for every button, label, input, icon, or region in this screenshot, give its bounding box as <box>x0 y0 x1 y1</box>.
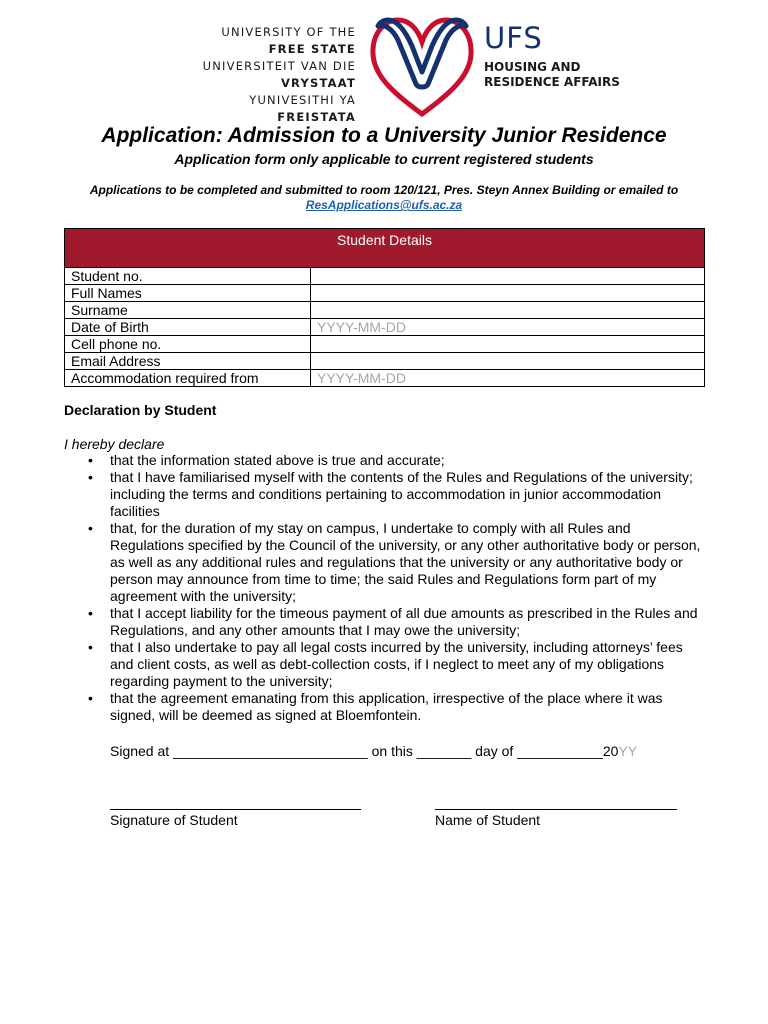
name-line[interactable] <box>435 795 677 810</box>
declaration-heading: Declaration by Student <box>64 402 217 418</box>
declaration-intro: I hereby declare <box>64 436 165 452</box>
table-row <box>65 370 705 387</box>
signed-at-label: Signed at <box>110 743 170 759</box>
day-of-label: day of <box>475 743 514 759</box>
name-block <box>435 795 677 828</box>
uni-name-line: YUNIVESITHI YA <box>249 93 356 107</box>
submission-instructions: Applications to be completed and submitted to room 120/121, Pres. Steyn Annex Building or emailed to <box>89 183 679 197</box>
field-label: Date of Birth <box>65 319 311 336</box>
uni-name-line: FREE STATE <box>268 42 356 56</box>
month-blank[interactable]: ___________ <box>517 743 603 759</box>
name-label: Name of Student <box>435 812 541 828</box>
submission-note <box>0 183 768 213</box>
field-label: Surname <box>65 302 311 319</box>
department-name-line1: HOUSING AND <box>484 60 581 74</box>
table-row <box>65 336 705 353</box>
list-item <box>64 520 704 605</box>
clause-text: that I also undertake to pay all legal costs incurred by the university, including attorneys’ fees and client costs, as well as debt-collection costs, if I neglect to meet any of my obligations regarding payment to the university; <box>110 639 683 689</box>
clause-text: that the agreement emanating from this application, irrespective of the place where it was signed, will be deemed as signed at Bloemfontein. <box>110 690 663 723</box>
uni-name-line: VRYSTAAT <box>280 76 356 90</box>
uni-name-line: FREISTATA <box>277 110 356 124</box>
clause-text: that I have familiarised myself with the contents of the Rules and Regulations of the university; including the terms and conditions pertaining to accommodation in junior accommodation facilities <box>110 469 693 519</box>
student-no-field[interactable] <box>311 268 705 285</box>
cell-phone-field[interactable] <box>311 336 705 353</box>
year-prefix: 20 <box>602 743 619 759</box>
field-label: Cell phone no. <box>65 336 311 353</box>
list-item <box>64 605 704 639</box>
day-blank[interactable]: _______ <box>416 743 472 759</box>
student-details-header: Student Details <box>65 229 705 268</box>
signed-at-blank[interactable]: _________________________ <box>173 743 368 759</box>
page-title: Application: Admission to a University Junior Residence <box>101 124 667 147</box>
surname-field[interactable] <box>311 302 705 319</box>
brand-name: UFS <box>484 21 543 55</box>
bullet-icon: • <box>88 639 93 655</box>
bullet-icon: • <box>88 605 93 621</box>
signature-block <box>110 795 361 828</box>
clause-text: that, for the duration of my stay on campus, I undertake to comply with all Rules and Regulations specified by the Council of the university, or any other authoritative body or person, as well as any additional rules and regulations that the university or any authoritative body or person may announce from time to time; the said Rules and Regulations form part of my agreement with the university; <box>110 520 701 604</box>
list-item <box>64 639 704 690</box>
clause-text: that the information stated above is true and accurate; <box>110 452 445 468</box>
table-row <box>65 268 705 285</box>
signature-line[interactable] <box>110 795 361 810</box>
field-label: Full Names <box>65 285 311 302</box>
table-row <box>65 302 705 319</box>
signature-label: Signature of Student <box>110 812 238 828</box>
letterhead <box>0 0 768 124</box>
year-field[interactable]: YY <box>618 743 638 759</box>
email-link[interactable]: ResApplications@ufs.ac.za <box>305 198 463 212</box>
table-row <box>65 285 705 302</box>
date-of-birth-field[interactable]: YYYY-MM-DD <box>311 319 705 336</box>
university-names <box>150 24 356 126</box>
table-row <box>65 319 705 336</box>
department-name-line2: RESIDENCE AFFAIRS <box>484 75 620 89</box>
bullet-icon: • <box>88 469 93 485</box>
department-block <box>484 22 620 90</box>
declaration-clauses <box>64 452 704 724</box>
uni-name-line: UNIVERSITY OF THE <box>221 25 356 39</box>
student-details-table <box>64 228 705 387</box>
clause-text: that I accept liability for the timeous payment of all due amounts as prescribed in the Rules and Regulations, and any other amounts that I may owe the university; <box>110 605 698 638</box>
email-address-field[interactable] <box>311 353 705 370</box>
on-this-label: on this <box>371 743 413 759</box>
uni-name-line: UNIVERSITEIT VAN DIE <box>202 59 356 73</box>
field-label: Email Address <box>65 353 311 370</box>
accommodation-date-field[interactable]: YYYY-MM-DD <box>311 370 705 387</box>
bullet-icon: • <box>88 520 93 536</box>
table-row <box>65 353 705 370</box>
full-names-field[interactable] <box>311 285 705 302</box>
bullet-icon: • <box>88 690 93 706</box>
page-subtitle: Application form only applicable to current registered students <box>174 151 594 167</box>
field-label: Accommodation required from <box>65 370 311 387</box>
list-item <box>64 452 704 469</box>
list-item <box>64 690 704 724</box>
bullet-icon: • <box>88 452 93 468</box>
ufs-heart-logo-icon <box>368 14 476 118</box>
signing-place-date <box>110 743 637 759</box>
field-label: Student no. <box>65 268 311 285</box>
list-item <box>64 469 704 520</box>
